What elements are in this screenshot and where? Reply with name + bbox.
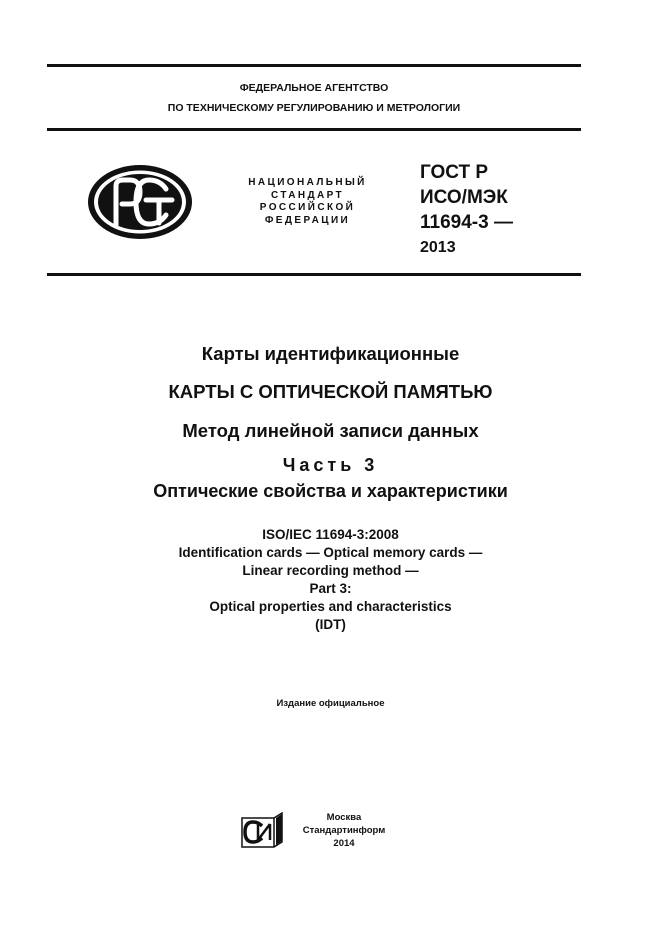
publisher-year: 2014 <box>333 838 355 849</box>
national-standard-line-3: РОССИЙСКОЙ <box>259 202 356 213</box>
national-standard-line-4: ФЕДЕРАЦИИ <box>264 214 351 226</box>
designation-rule <box>47 273 581 276</box>
rst-mark-icon <box>86 163 194 241</box>
publisher-city: Москва <box>326 812 362 823</box>
iso-line-4: Part 3: <box>309 581 352 596</box>
national-standard-label <box>230 177 385 227</box>
designation-line-1: ГОСТ Р <box>420 162 489 183</box>
part-number: Часть 3 <box>282 455 379 475</box>
header-rule <box>47 128 581 131</box>
iso-reference <box>0 526 661 634</box>
title-line-3: Метод линейной записи данных <box>182 420 479 441</box>
part-subtitle: Оптические свойства и характеристики <box>153 481 508 501</box>
iso-line-6: (IDT) <box>315 617 346 632</box>
designation-line-2: ИСО/МЭК <box>420 187 508 208</box>
title-line-1: Карты идентификационные <box>201 343 460 364</box>
designation-year: 2013 <box>420 239 456 256</box>
publisher-name: Стандартинформ <box>302 825 386 836</box>
standard-designation <box>420 160 513 260</box>
iso-line-2: Identification cards — Optical memory cards — <box>178 545 483 560</box>
iso-line-5: Optical properties and characteristics <box>209 599 452 614</box>
iso-line-3: Linear recording method — <box>242 563 419 578</box>
iso-line-1: ISO/IEC 11694-3:2008 <box>262 527 399 542</box>
designation-line-3: 11694-3 — <box>420 212 513 233</box>
agency-line-1: ФЕДЕРАЛЬНОЕ АГЕНТСТВО <box>239 82 389 94</box>
agency-line-2: ПО ТЕХНИЧЕСКОМУ РЕГУЛИРОВАНИЮ И МЕТРОЛОГИИ <box>167 102 461 114</box>
national-standard-line-1: НАЦИОНАЛЬНЫЙ <box>248 177 367 188</box>
national-standard-line-2: СТАНДАРТ <box>270 189 345 201</box>
publisher-block <box>296 811 392 850</box>
standartinform-logo-icon <box>238 812 284 848</box>
top-rule <box>47 64 581 67</box>
title-line-2: КАРТЫ С ОПТИЧЕСКОЙ ПАМЯТЬЮ <box>168 381 493 402</box>
edition-label: Издание официальное <box>276 698 385 709</box>
